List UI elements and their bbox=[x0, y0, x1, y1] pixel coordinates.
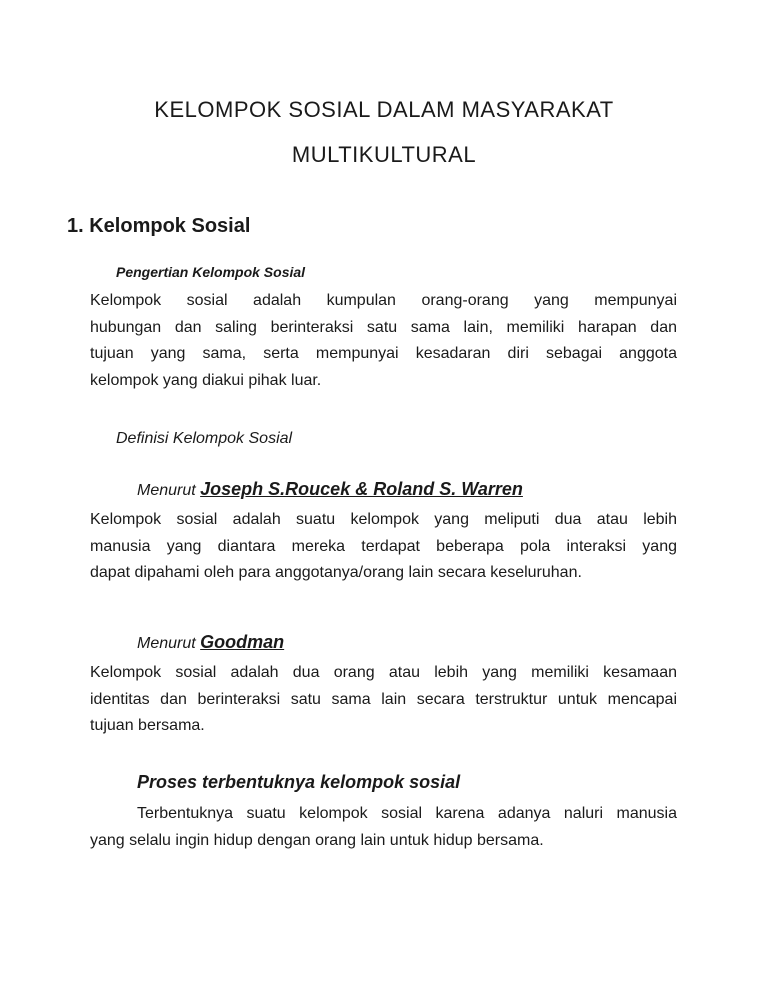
definisi-1-line: dapat dipahami oleh para anggotanya/orang lain secara keseluruhan. bbox=[90, 564, 582, 581]
proses-line: yang selalu ingin hidup dengan orang lain untuk hidup bersama. bbox=[90, 831, 544, 849]
definisi-2-paragraph bbox=[90, 660, 677, 740]
title-line-2: MULTIKULTURAL bbox=[291, 142, 477, 167]
menurut-label: Menurut bbox=[137, 482, 196, 499]
definisi-1-heading bbox=[137, 479, 523, 500]
definisi-1-line: Kelompok sosial adalah suatu kelompok yang meliputi dua atau lebih bbox=[90, 511, 677, 528]
proses-line: Terbentuknya suatu kelompok sosial karena adanya naluri manusia bbox=[137, 805, 677, 822]
pengertian-line: kelompok yang diakui pihak luar. bbox=[90, 371, 322, 389]
definisi-heading: Definisi Kelompok Sosial bbox=[116, 430, 293, 447]
pengertian-line: Kelompok sosial adalah kumpulan orang-orang yang mempunyai bbox=[90, 292, 677, 309]
definisi-2-line: identitas dan berinteraksi satu sama lain secara terstruktur untuk mencapai bbox=[90, 690, 677, 708]
proses-paragraph bbox=[90, 801, 677, 854]
pengertian-line: tujuan yang sama, serta mempunyai kesadaran diri sebagai anggota bbox=[90, 345, 677, 362]
pengertian-paragraph bbox=[90, 288, 677, 394]
pengertian-heading: Pengertian Kelompok Sosial bbox=[116, 264, 306, 280]
menurut-label: Menurut bbox=[137, 635, 196, 652]
proses-heading: Proses terbentuknya kelompok sosial bbox=[137, 772, 461, 792]
definisi-2-line: Kelompok sosial adalah dua orang atau lebih yang memiliki kesamaan bbox=[90, 664, 677, 681]
definisi-1-paragraph bbox=[90, 507, 677, 587]
section-heading-kelompok-sosial: 1. Kelompok Sosial bbox=[67, 215, 251, 237]
definisi-2-line: tujuan bersama. bbox=[90, 717, 205, 734]
title-line-1: KELOMPOK SOSIAL DALAM MASYARAKAT bbox=[154, 97, 614, 122]
definisi-2-heading bbox=[137, 632, 284, 653]
definisi-1-line: manusia yang diantara mereka terdapat beberapa pola interaksi yang bbox=[90, 537, 677, 555]
author-roucek-warren: Joseph S.Roucek & Roland S. Warren bbox=[200, 479, 523, 499]
pengertian-line: hubungan dan saling berinteraksi satu sama lain, memiliki harapan dan bbox=[90, 318, 677, 336]
author-goodman: Goodman bbox=[200, 632, 285, 652]
